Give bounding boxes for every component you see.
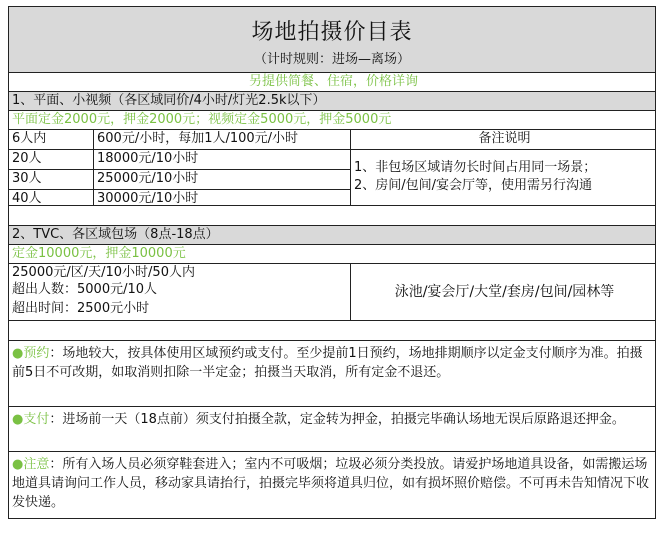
people-column	[9, 130, 94, 205]
spacer-row	[9, 206, 655, 226]
section2-price-column	[9, 264, 351, 320]
price-line: 25000元/区/天/10小时/50人内	[12, 265, 195, 280]
price-cell: 30000元/10小时	[97, 191, 199, 206]
note-label: 预约	[23, 346, 50, 361]
note-text: 场地较大，按具体使用区域预约或支付。至少提前1日预约，场地排期顺序以定金支付顺序为准。拍摄前5日不可改期，如取消则扣除一半定金；拍摄当天取消，所有定金不退还。	[12, 346, 643, 380]
remark-line: 2、房间/包间/宴会厅等，使用需另行沟通	[354, 178, 593, 193]
remark-header: 备注说明	[351, 130, 655, 150]
areas-cell: 泳池/宴会厅/大堂/套房/包间/园林等	[394, 284, 615, 300]
price-column	[94, 130, 351, 205]
people-cell: 30人	[9, 170, 93, 190]
note-label: 注意	[23, 457, 50, 472]
note-separator: ：	[49, 346, 63, 361]
section1-deposit: 平面定金2000元，押金2000元；视频定金5000元，押金5000元	[9, 111, 655, 130]
note-booking	[9, 341, 655, 407]
people-cell: 6人内	[9, 130, 93, 150]
bullet-icon: ●	[12, 412, 24, 427]
price-cell: 18000元/10小时	[94, 150, 350, 170]
page-subtitle: （计时规则：进场—离场）	[253, 52, 410, 67]
remark-line: 1、非包场区域请勿长时间占用同一场景；	[354, 160, 597, 175]
price-line: 超出人数：5000元/10人	[12, 282, 158, 297]
note-text: 进场前一天（18点前）须支付拍摄全款，定金转为押金，拍摄完毕确认场地无误后原路退还押金。	[62, 412, 625, 427]
section2-heading: 2、TVC、各区域包场（8点-18点）	[9, 226, 655, 245]
section2-deposit: 定金10000元，押金10000元	[9, 245, 655, 264]
title-block	[9, 7, 655, 73]
section1-price-table	[9, 130, 655, 206]
bullet-icon: ●	[12, 457, 24, 472]
note-label: 支付	[23, 412, 50, 427]
note-text: 所有入场人员必须穿鞋套进入；室内不可吸烟；垃圾必须分类投放。请爱护场地道具设备，如需搬运场地道具请询问工作人员，移动家具请抬行，拍摄完毕须将道具归位，如有损坏照价赔偿。不可再未告知情况下收发快递。	[12, 457, 650, 510]
price-cell: 600元/小时，每加1人/100元/小时	[94, 130, 350, 150]
remark-column	[351, 130, 655, 205]
price-cell: 25000元/10小时	[94, 170, 350, 190]
price-sheet	[8, 6, 656, 519]
note-attention	[9, 452, 655, 518]
spacer-row	[9, 321, 655, 341]
note-payment	[9, 407, 655, 452]
bullet-icon: ●	[12, 346, 24, 361]
section2-price-table	[9, 264, 655, 321]
note-separator: ：	[49, 412, 63, 427]
extra-note: 另提供简餐、住宿，价格详询	[9, 73, 655, 92]
people-cell: 40人	[12, 191, 42, 206]
price-line: 超出时间：2500元小时	[12, 301, 150, 316]
people-cell: 20人	[9, 150, 93, 170]
note-separator: ：	[49, 457, 63, 472]
page-title: 场地拍摄价目表	[251, 20, 413, 45]
section1-heading: 1、平面、小视频（各区域同价/4小时/灯光2.5k以下）	[9, 92, 655, 111]
